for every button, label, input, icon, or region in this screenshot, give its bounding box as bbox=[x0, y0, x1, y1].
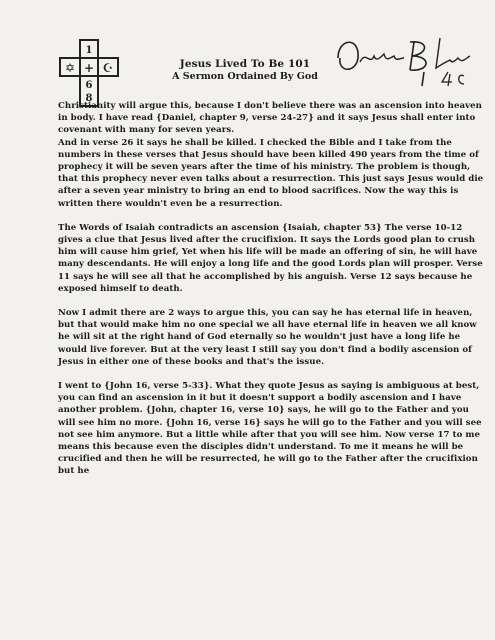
page-title: Jesus Lived To Be 101 bbox=[179, 58, 311, 70]
title-block bbox=[150, 58, 340, 83]
signature-icon bbox=[330, 28, 480, 88]
paragraph-1: Christianity will argue this, because I don't believe there was an ascension into heaven in body. I have read {Daniel, chapter 9, verse 24-27} and it says Jesus shall enter into covenant with many for seven years. bbox=[58, 101, 482, 136]
paragraph-3: The Words of Isaiah contradicts an ascension {Isaiah, chapter 53} The verse 10-12 gives a clue that Jesus lived after the crucifixion. It says the Lords good plan to crush him will cause him grief, Yet when his life will be made an offering of sin, he will have many descendants. He will enjoy a long life and the good Lords plan will prosper. Verse 11 says he will see all that he accomplished by his anguish. Verse 12 says because he exposed himself to death. bbox=[58, 222, 483, 294]
cross-top: 1 bbox=[85, 45, 93, 56]
cross-symbol-icon bbox=[58, 38, 120, 108]
cross-bottom: 8 bbox=[85, 93, 93, 104]
paragraph-4: Now I admit there are 2 ways to argue this, you can say he has eternal life in heaven, but that would make him no one special we all have eternal life in heaven we all know he will sit at the right hand of God eternally so he wouldn't just have a long life he would live forever. But at the very least I still say you don't find a bodily ascension of Jesus in either one of these books and that's the issue. bbox=[58, 308, 477, 367]
paragraph-2: And in verse 26 it says he shall be killed. I checked the Bible and I take from the numbers in these verses that Jesus should have been killed 490 years from the time of prophecy it will be seven years after the time of his ministry. The problem is though, that this prophecy never even talks about a resurrection. This just says Jesus would die after a seven year ministry to bring an end to blood sacrifices. Now the way this is written there wouldn't even be a resurrection. bbox=[58, 137, 484, 209]
cross-left: ✡ bbox=[64, 61, 76, 75]
paragraph-5: I went to {John 16, verse 5-33}. What they quote Jesus as saying is ambiguous at best, you can find an ascension in it but it doesn't support a bodily ascension and I have another problem. {John, chapter 16, verse 10} says, he will go to the Father and you will see him no more. {John 16, verse 16} says he will go to the Father and you will see not see him anymore. But a little while after that you will see him. Now verse 17 to me means this because even the disciples didn't understand. To me it means he will be crucified and then he will be resurrected, he will go to the Father after the crucifixion but he bbox=[58, 381, 482, 477]
sermon-body bbox=[58, 100, 486, 478]
cross-right: ☪ bbox=[102, 61, 114, 75]
cross-mid: 6 bbox=[85, 80, 93, 91]
cross-center: + bbox=[83, 61, 95, 75]
page-subtitle: A Sermon Ordained By God bbox=[172, 71, 318, 82]
